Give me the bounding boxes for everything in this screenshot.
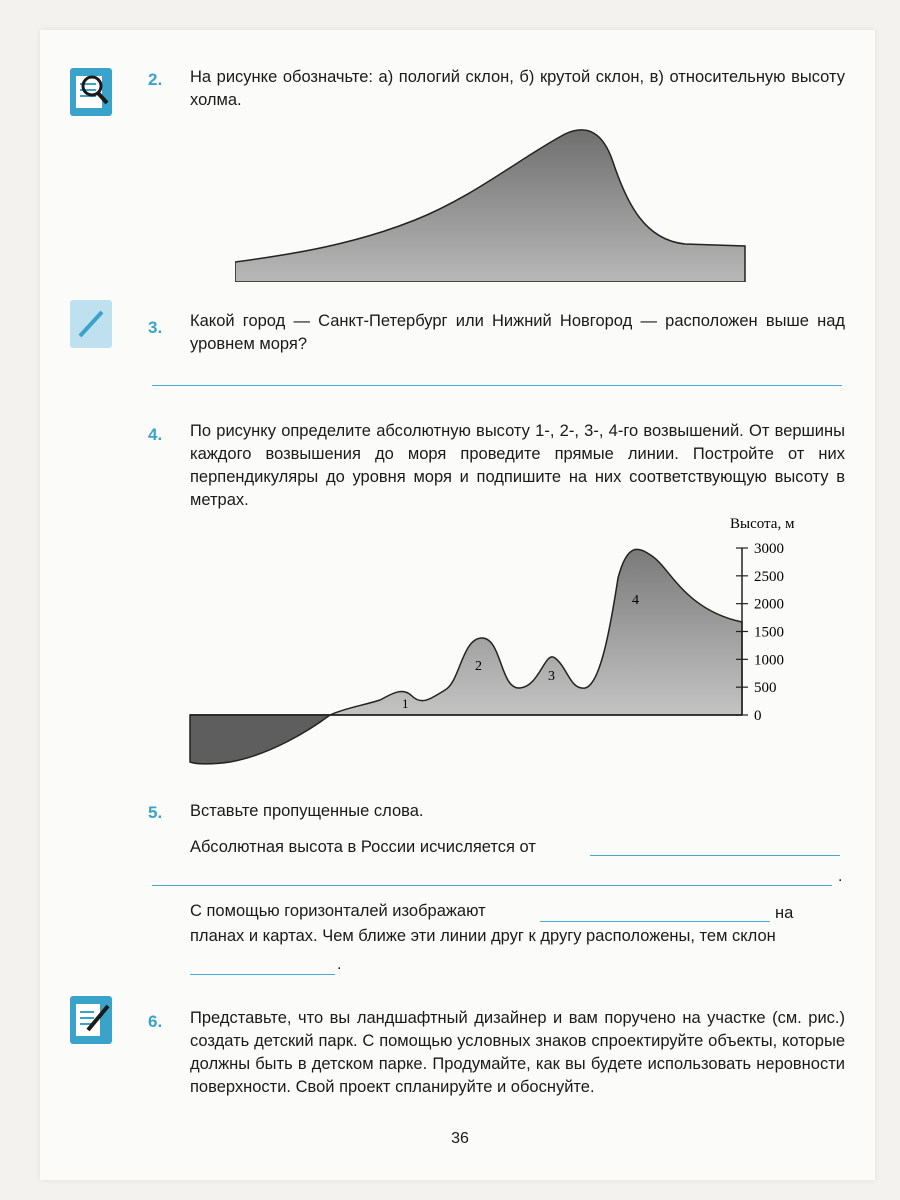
peak-label-1: 1 xyxy=(402,696,409,711)
task4-number: 4. xyxy=(148,425,163,444)
y-tick-label: 2000 xyxy=(754,596,784,613)
y-tick-label: 2500 xyxy=(754,568,784,585)
magnifier-icon xyxy=(70,68,112,116)
hill-shape xyxy=(235,130,745,282)
task3-answer-line[interactable] xyxy=(152,385,842,386)
sentence1-period: . xyxy=(838,868,843,885)
peak-label-3: 3 xyxy=(548,669,555,684)
task2-text: На рисунке обозначьте: а) пологий склон, б) крутой склон, в) относительную высоту холма. xyxy=(190,68,845,109)
pencil-icon xyxy=(70,300,112,348)
axis-title: Высота, м xyxy=(730,516,795,532)
answer-line-1a[interactable] xyxy=(590,855,840,856)
task5-sentence2-part2: на планах и картах. Чем ближе эти линии друг к другу расположены, тем склон xyxy=(190,904,794,945)
task5-sentence2-part1: С помощью горизонталей изображают xyxy=(190,902,486,920)
answer-line-1b[interactable] xyxy=(152,885,832,886)
task6-number: 6. xyxy=(148,1012,163,1031)
task5-sentence1: Абсолютная высота в России исчисляется от xyxy=(190,838,536,856)
sea-depression-shape xyxy=(190,715,330,764)
y-tick-label: 1000 xyxy=(754,652,784,669)
y-tick-label: 0 xyxy=(754,708,762,724)
peak-label-2: 2 xyxy=(475,659,482,674)
pencil-notebook-icon xyxy=(70,996,112,1044)
y-tick-label: 1500 xyxy=(754,624,784,641)
answer-line-2b[interactable] xyxy=(190,974,335,975)
task4-text: По рисунку определите абсолютную высоту 1-, 2-, 3-, 4-го возвышений. От вершины каждого возвышения до моря проведите прямые линии. Постройте от них перпендикуляры до уровня моря и подпишите на них соответствующую высоту в метрах. xyxy=(190,422,845,509)
y-tick-label: 500 xyxy=(754,680,777,697)
task2-number: 2. xyxy=(148,70,163,89)
task5-number: 5. xyxy=(148,803,163,822)
task5-title: Вставьте пропущенные слова. xyxy=(190,802,424,820)
relief-shape xyxy=(190,549,742,715)
task3-number: 3. xyxy=(148,318,163,337)
peak-label-4: 4 xyxy=(632,593,639,608)
hill-profile-figure xyxy=(235,122,755,282)
sentence2-period: . xyxy=(337,956,342,973)
workbook-page xyxy=(40,30,875,1180)
task6-text: Представьте, что вы ландшафтный дизайнер и вам поручено на участке (см. рис.) создать детский парк. С помощью условных знаков спроектируйте объекты, которые должны быть в детском парке. Продумайте, как вы будете использовать неровности поверхности. Свой проект спланируйте и обоснуйте. xyxy=(190,1009,845,1096)
task3-text: Какой город — Санкт-Петербург или Нижний Новгород — расположен выше над уровнем моря? xyxy=(190,312,845,353)
relief-profile-figure xyxy=(170,510,810,775)
y-tick-label: 3000 xyxy=(754,541,784,557)
page-number: 36 xyxy=(451,1130,469,1147)
y-axis-ticks xyxy=(736,541,784,724)
